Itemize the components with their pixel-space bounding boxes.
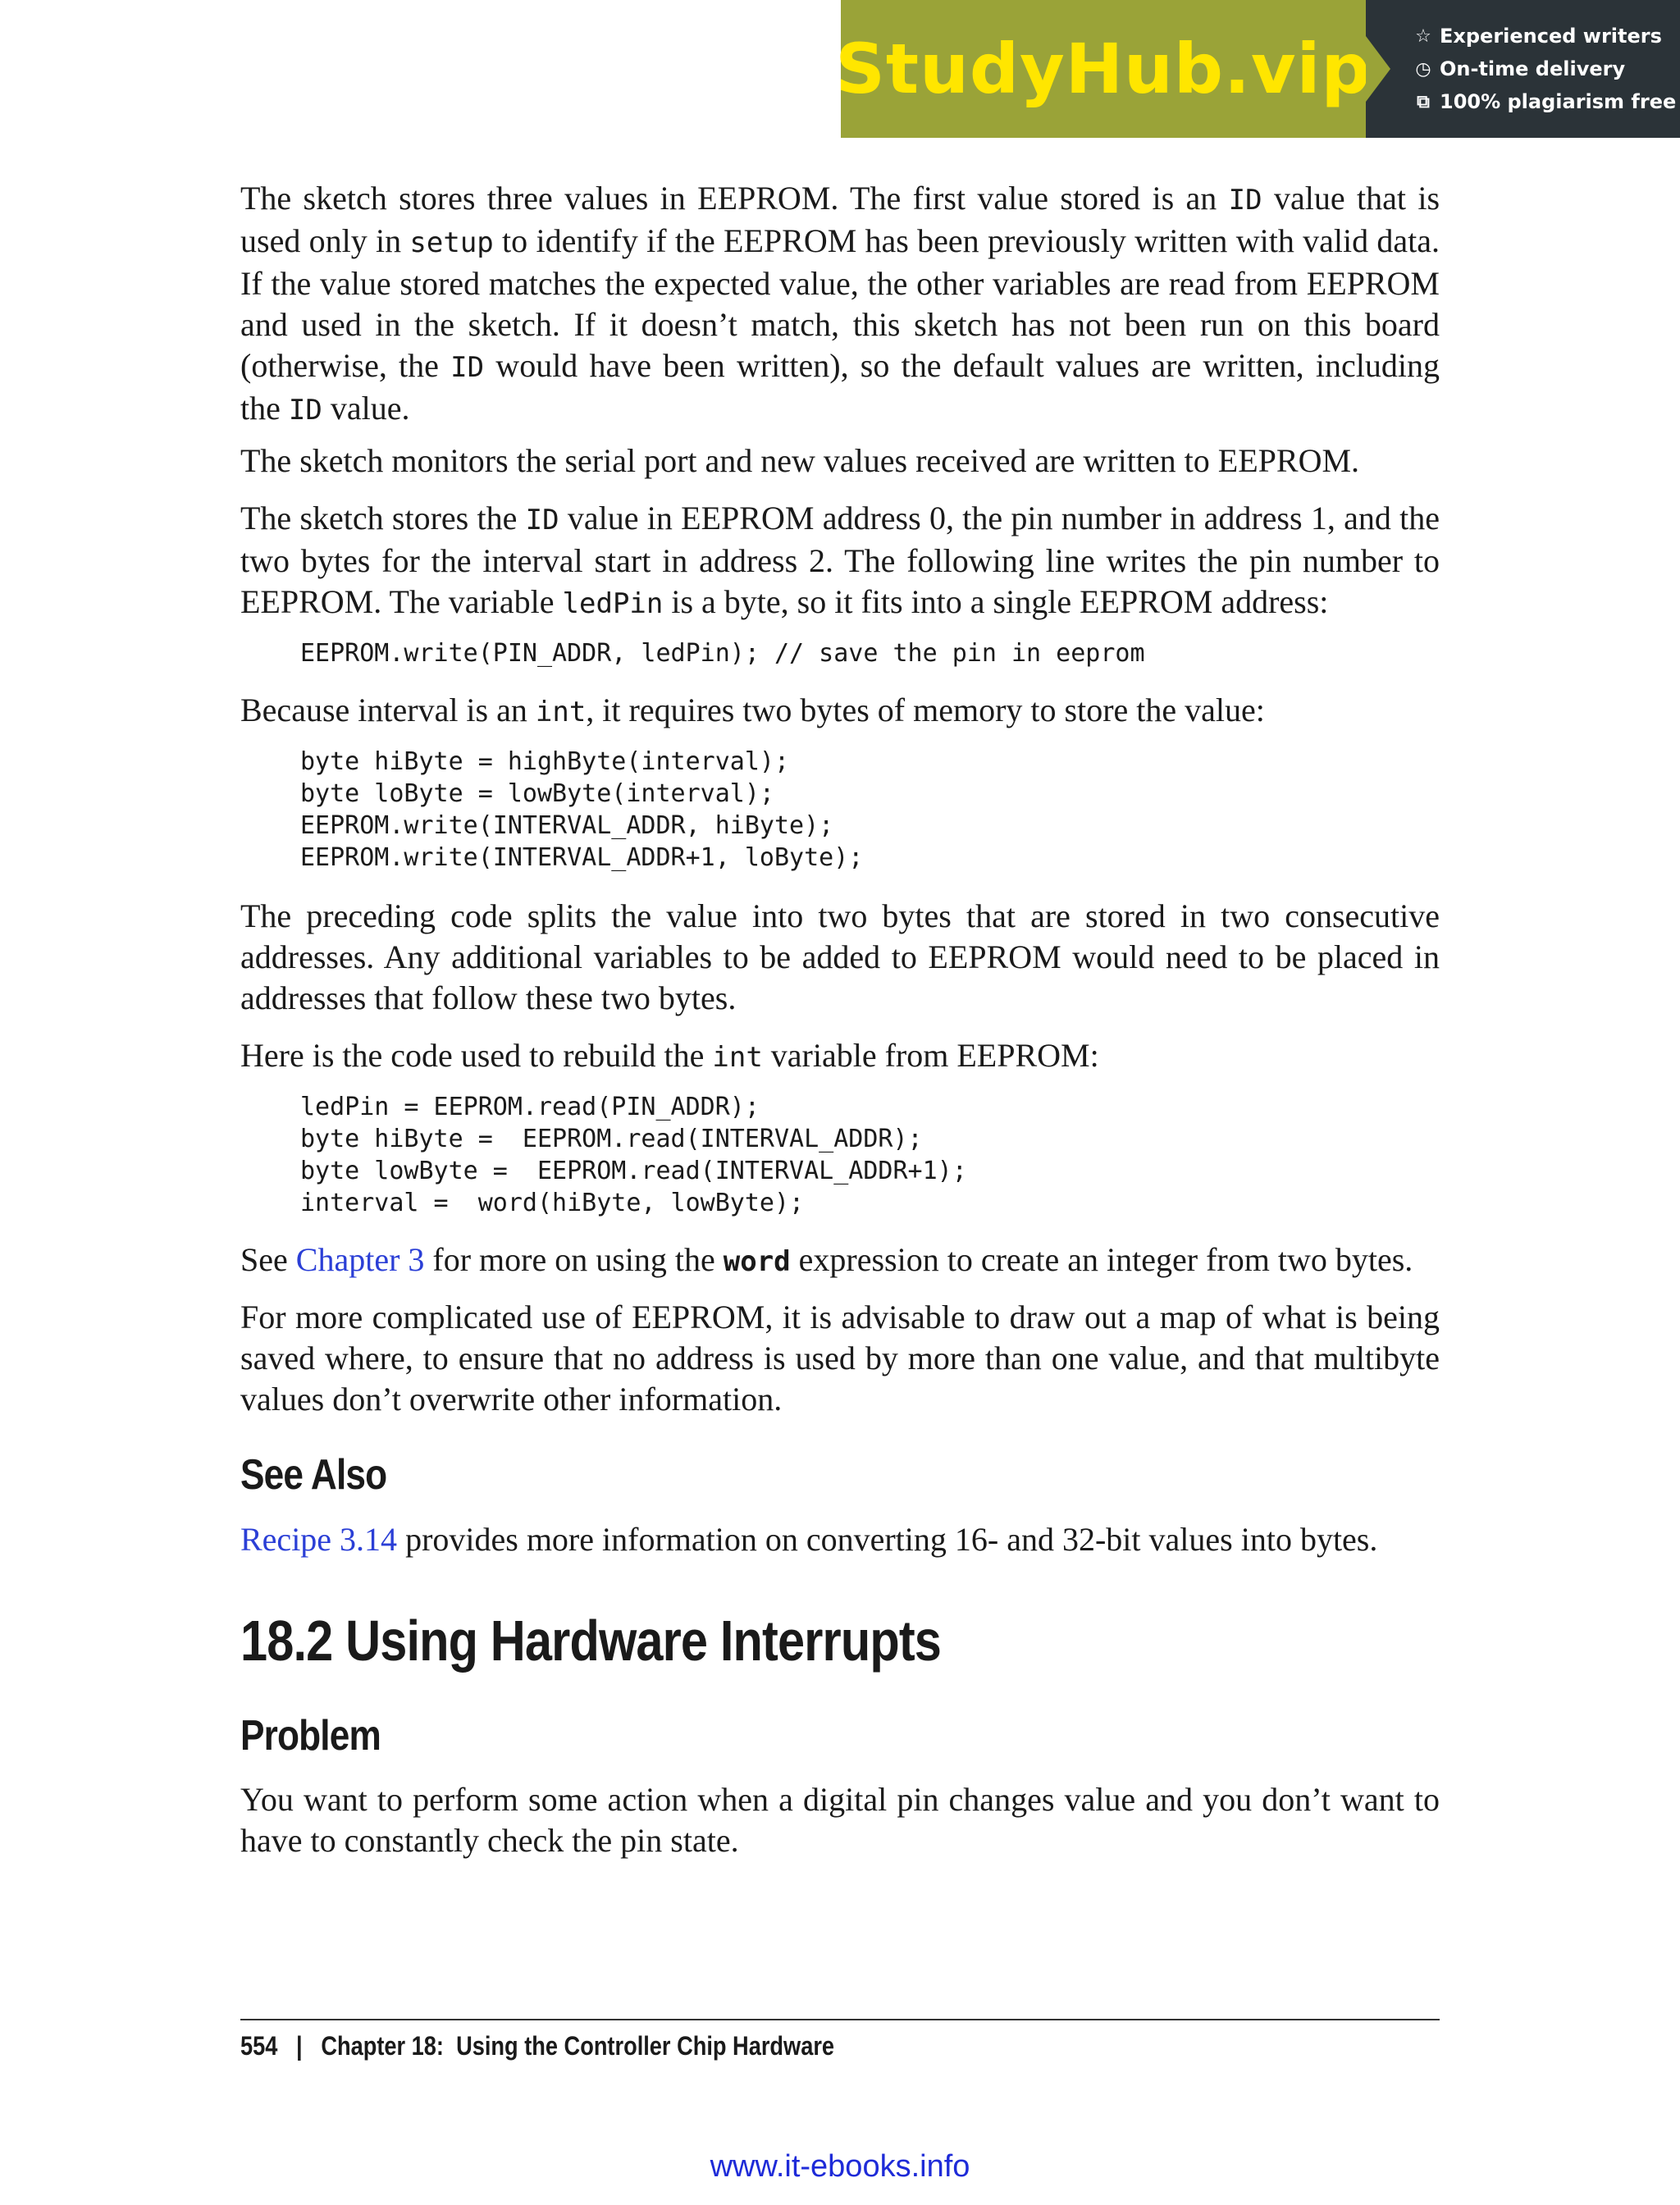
inline-code: int <box>535 696 587 728</box>
page-footer: 554 | Chapter 18: Using the Controller Chip Hardware <box>240 2031 835 2061</box>
see-also-heading: See Also <box>240 1451 387 1499</box>
perk-label: Experienced writers <box>1440 25 1662 48</box>
brand-name: StudyHub.vip <box>835 29 1372 109</box>
perks-list <box>1366 0 1680 138</box>
text: is a byte, so it fits into a single EEPROM address: <box>663 583 1329 620</box>
copy-icon: ⧉ <box>1417 91 1430 112</box>
text: Because interval is an <box>240 692 536 728</box>
paragraph-address-layout <box>240 498 1440 624</box>
paragraph-word-expression <box>240 1239 1440 1282</box>
text: The sketch stores the <box>240 500 526 536</box>
inline-code: ID <box>525 504 559 536</box>
text: The sketch stores three values in EEPROM. The first value stored is an <box>240 180 1229 217</box>
paragraph-see-also <box>240 1519 1440 1560</box>
paragraph-eeprom-values <box>240 178 1440 431</box>
footer-divider <box>240 2019 1440 2020</box>
inline-code: ID <box>288 394 322 427</box>
text: See <box>240 1241 296 1278</box>
text: variable from EEPROM: <box>762 1037 1099 1074</box>
inline-code: int <box>712 1041 763 1074</box>
text: Here is the code used to rebuild the <box>240 1037 713 1074</box>
code-block-write-pin: EEPROM.write(PIN_ADDR, ledPin); // save the pin in eeprom <box>300 639 1145 668</box>
section-heading: 18.2 Using Hardware Interrupts <box>240 1609 942 1673</box>
clock-icon: ◷ <box>1415 58 1431 80</box>
perk-item <box>1413 57 1680 80</box>
problem-heading: Problem <box>240 1712 381 1760</box>
star-icon: ☆ <box>1415 25 1431 47</box>
paragraph-problem <box>240 1779 1440 1861</box>
brand-logo[interactable] <box>835 0 1372 138</box>
watermark-link[interactable]: www.it-ebooks.info <box>710 2149 970 2184</box>
text: The preceding code splits the value into two bytes that are stored in two consecutive addresses. Any additional variables to be added to EEPROM would need to be placed in addresses that follow these two bytes. <box>240 897 1440 1016</box>
recipe-3-14-link[interactable]: Recipe 3.14 <box>240 1521 398 1558</box>
text: value. <box>322 390 410 427</box>
text: value that is used only in <box>240 180 1440 259</box>
promo-banner[interactable] <box>835 0 1680 138</box>
text: The sketch monitors the serial port and new values received are written to EEPROM. <box>240 442 1360 479</box>
text: would have been written), so the default values are written, including the <box>240 347 1440 427</box>
paragraph-eeprom-map <box>240 1297 1440 1420</box>
paragraph-serial-monitor <box>240 441 1440 482</box>
text: , it requires two bytes of memory to store the value: <box>586 692 1265 728</box>
code-block-split-bytes: byte hiByte = highByte(interval); byte loByte = lowByte(interval); EEPROM.write(INTERVAL_ADDR, hiByte); EEPROM.write(INTERVAL_ADDR+1, loByte); <box>300 747 864 872</box>
text: value in EEPROM address 0, the pin number in address 1, and the two bytes for the interval start in address 2. The following line writes the pin number to EEPROM. The variable <box>240 500 1440 620</box>
perk-label: On-time delivery <box>1440 57 1626 80</box>
text: to identify if the EEPROM has been previously written with valid data. If the value stored matches the expected value, the other variables are read from EEPROM and used in the sketch. If it doesn’t match, this sketch has not been run on this board (otherwise, the <box>240 222 1440 384</box>
perk-label: 100% plagiarism free <box>1440 90 1677 113</box>
inline-code: setup <box>409 226 494 259</box>
perk-item <box>1413 25 1680 48</box>
chapter-3-link[interactable]: Chapter 3 <box>295 1241 425 1278</box>
code-block-read-values: ledPin = EEPROM.read(PIN_ADDR); byte hiByte = EEPROM.read(INTERVAL_ADDR); byte lowByte = EEPROM.read(INTERVAL_ADDR+1); interval = word(hiByte, lowByte); <box>300 1093 967 1217</box>
text: provides more information on converting 16- and 32-bit values into bytes. <box>397 1521 1378 1558</box>
inline-code: word <box>723 1245 791 1278</box>
inline-code: ledPin <box>562 587 664 620</box>
banner-arrow <box>1366 36 1390 102</box>
text: for more on using the <box>424 1241 724 1278</box>
perk-item <box>1413 90 1680 113</box>
paragraph-interval-bytes <box>240 690 1440 733</box>
text: For more complicated use of EEPROM, it is advisable to draw out a map of what is being saved where, to ensure that no address is used by more than one value, and that multibyte values don’t overwrite other information. <box>240 1299 1440 1418</box>
paragraph-consecutive-addresses <box>240 896 1440 1019</box>
text: expression to create an integer from two bytes. <box>790 1241 1413 1278</box>
text: You want to perform some action when a digital pin changes value and you don’t want to have to constantly check the pin state. <box>240 1781 1440 1859</box>
inline-code: ID <box>1228 184 1262 217</box>
paragraph-rebuild-int <box>240 1035 1440 1078</box>
inline-code: ID <box>450 351 485 384</box>
